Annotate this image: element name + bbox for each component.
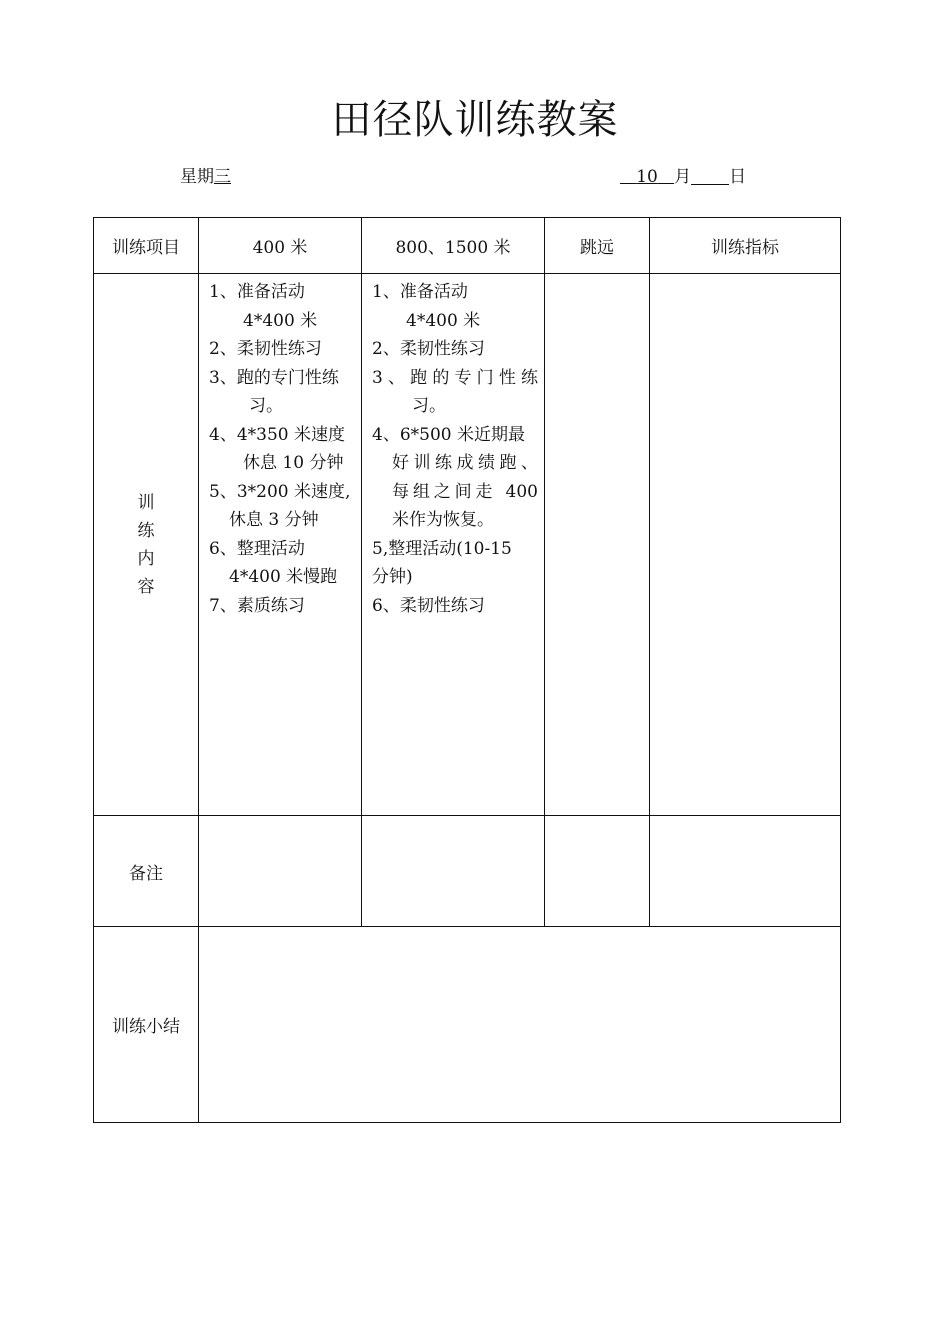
- cell-400m-content: [199, 274, 362, 816]
- list-item: 1、准备活动: [372, 282, 468, 302]
- list-item: 5,整理活动(10-15: [372, 538, 512, 559]
- date-field: [620, 162, 746, 187]
- cell-summary: [199, 927, 841, 1123]
- month-unit: 月: [674, 167, 692, 187]
- list-item: 7、素质练习: [209, 595, 305, 616]
- header-training-item: 训练项目: [94, 218, 199, 274]
- list-item: 3、跑的专门性练: [209, 367, 339, 388]
- list-item: 习。: [249, 396, 283, 416]
- list-item: 习。: [412, 396, 446, 416]
- month-value: 10: [636, 167, 658, 187]
- cell-remarks-800-1500m: [362, 816, 545, 927]
- header-long-jump: 跳远: [545, 218, 650, 274]
- list-item: 5、3*200 米速度,: [209, 481, 351, 502]
- list-item: 2、柔韧性练习: [372, 339, 485, 359]
- list-item: 休息 10 分钟: [243, 453, 344, 473]
- summary-row-label: 训练小结: [94, 927, 199, 1123]
- list-item: 2、柔韧性练习: [209, 339, 322, 359]
- list-item: 4*400 米: [243, 310, 318, 331]
- list-item: 每组之间走 400: [392, 481, 538, 502]
- list-item: 4*400 米: [406, 310, 481, 331]
- weekday-value: 三: [214, 167, 231, 187]
- cell-800-1500m-content: [362, 274, 545, 816]
- day-unit: 日: [729, 167, 747, 187]
- summary-row: [94, 927, 841, 1123]
- list-item: 4、6*500 米近期最: [372, 424, 525, 445]
- list-item: 休息 3 分钟: [229, 510, 319, 530]
- list-item: 米作为恢复。: [392, 510, 494, 530]
- page-title: 田径队训练教案: [331, 97, 619, 143]
- list-item: 1、准备活动: [209, 282, 305, 302]
- list-item: 4*400 米慢跑: [229, 567, 338, 587]
- header-400m: 400 米: [199, 218, 362, 274]
- weekday-field: [180, 162, 231, 187]
- list-item: 6、柔韧性练习: [372, 595, 485, 616]
- cell-remarks-long-jump: [545, 816, 650, 927]
- header-training-targets: 训练指标: [650, 218, 841, 274]
- content-row-label: [94, 274, 199, 816]
- remarks-row-label: 备注: [94, 816, 199, 927]
- cell-remarks-400m: [199, 816, 362, 927]
- content-row: [94, 274, 841, 816]
- list-item: 3、跑的专门性练: [372, 367, 538, 388]
- content-row-label-text: 训练内容: [137, 492, 155, 597]
- day-blank: [691, 167, 729, 185]
- list-item: 好训练成绩跑、: [392, 453, 538, 473]
- list-item: 6、整理活动: [209, 538, 305, 559]
- header-800-1500m: 800、1500 米: [362, 218, 545, 274]
- header-row: [94, 218, 841, 274]
- weekday-label: 星期: [180, 167, 214, 187]
- list-item: 分钟): [372, 567, 413, 587]
- training-plan-table: [93, 217, 841, 1123]
- cell-remarks-targets: [650, 816, 841, 927]
- remarks-row: [94, 816, 841, 927]
- cell-training-targets-content: [650, 274, 841, 816]
- list-item: 4、4*350 米速度: [209, 424, 345, 445]
- cell-long-jump-content: [545, 274, 650, 816]
